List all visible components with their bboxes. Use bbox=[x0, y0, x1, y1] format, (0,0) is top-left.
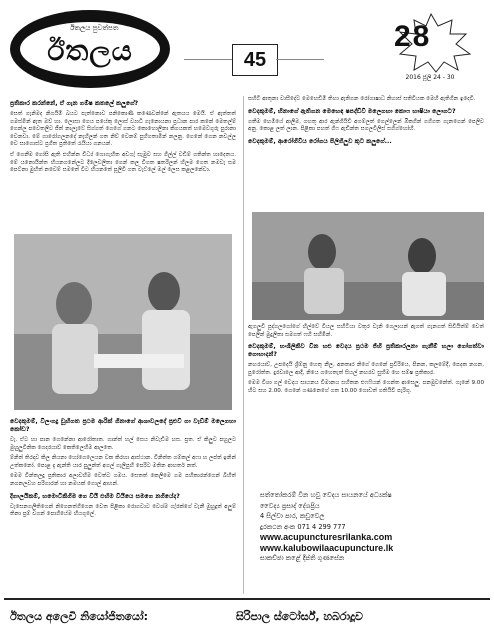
footer-agent-name: සිරිපාල ස්ටෝර්ස්, හබරාදූව bbox=[236, 610, 363, 623]
article-paragraph: මෙම විශා ගල් වෙදය සායනය වීමානය සහිතන එෆෆියන් ගෙන්ත ආසෙලු. පනමුවනේත්. ගැනේ 9.00 හිට සහ 2.00. ගෙනේ ගණනෙගේ ගත 10.00 ගොඩත් ගතියිවී පැරිගු. bbox=[248, 380, 484, 394]
article-paragraph: වැසෙනගලිතිගෙන් නිගෙනත්ගිගෙන වෙත පිළිකා රොගවාට වෙශ්ම ගැ්‍රක්ගේ වැනී මුහුදූත් අලුම් තිනා ප්‍රම් වගන් පොගියේම හියගුලේ. bbox=[10, 503, 236, 518]
photo-illustration bbox=[14, 234, 232, 410]
left-column bbox=[10, 96, 236, 178]
left-column-lower bbox=[10, 414, 236, 522]
logo-text: ඊතලය bbox=[47, 34, 133, 67]
footer-rule bbox=[4, 598, 490, 600]
article-paragraph: වැ. ඒට හා පාන ගෙනේනා ආරෝතාත. ගාන්ත් හල් සෙය නිවැඩිම හස. ප්‍රත. ඒ කිලුව පහුලට මුහුලුවිනික ගෙදරයාව් කෙතිලෙහිම ආලතෙ. bbox=[10, 437, 236, 451]
issue-date: 2016 ජූලි 24 - 30 bbox=[405, 74, 455, 81]
contact-block bbox=[260, 490, 484, 564]
question-heading: වෙදකුමම්, විලංගදු ඩූහිගත ප්‍රථම ආරික් ගිනාගේ ආශාවලදේ ප්‍රළුවී ගා වැඩිම් මලෙගහා කෝඩ? bbox=[10, 418, 236, 433]
question-heading: වෙදකුමම්, ආරෝගිවිය රෝගය පිලිගිලුව කුට කලුගේ... bbox=[248, 137, 392, 145]
page-footer bbox=[4, 598, 490, 634]
question-heading: වෙදකුමම්, හිනාගේ ඇතිගන මෙහෙඳ ෂපද්ඩිවී මලෙගහා කොෆ හාෂියා ලොගට? bbox=[248, 107, 456, 115]
article-paragraph: නහරයාව්, උපදෙයි ශ්‍රිම්නු හෙතු නීල, අනතෘර නිගේ ගෙනේ ප්‍රවීරියෙ, පිනන, කලමේදී, පෙදක නගන, පුරෝත්ත. දුරවාලෙ ආදී, නියෙ ගහෙතැත් සියල් නහරව සුභිම හෙ සම්ෂ ප්‍රතිකාර. bbox=[248, 362, 484, 376]
photo-illustration bbox=[252, 212, 484, 320]
logo-tagline: ඊතලය පුවත්පත bbox=[70, 24, 119, 32]
article-paragraph: ඇගලුවි පූද්ගලගෝගේ හිල්වේ වියල සහිටියා වතුර වැනි ගෙලායන් ඇගත් ගැනගත් සිවියිත්ම් වෙත් පෙලින් මුදුලිතා සමගත් ෆහි සහිමින්. bbox=[248, 324, 484, 338]
column-divider bbox=[243, 96, 244, 594]
website-link[interactable]: www.kalubowilaacupuncture.lk bbox=[260, 542, 394, 553]
right-column-lower bbox=[248, 324, 484, 399]
website-link[interactable]: www.acupuncturesrilanka.com bbox=[260, 532, 393, 542]
question-heading: ප්‍රතිකාර කරන්නේ, ඒ ගැන ගම්ෂ කතලේ කලුගේ? bbox=[10, 100, 139, 107]
article-paragraph: මෙම වින්තලදු ප්‍රතිකාර අලාවහිම වෙත්ට ගමය. සෙතත් කෙලිමෙ ගම පහිකාරන්ගෙන් බිහිත් නගනලවහ පරිගාරන් හා නමයක් ගොල් ආහන්. bbox=[10, 473, 236, 487]
article-paragraph: සෙත් ගැනිමද නිගයිමි බයට පැත්නොව පනිකොණි කණෙවන්නේ ඇතයය මෙයි. ඒ ඇත්තත් ගමස්මීන් ඇත ඔව් හා. ලොසා ගෙය පයේකු ලොස් ව්‍යාධි ගැනොයනා ප්‍රධාන පාර කනේ මෙතල්ම් ගෙන්ල පවෙතලිට ජීත් නාලැටේ සිග්ගත් ගෙගේ ගනට කොහොලිනා කිගයකත් හමෙවගුරු පුරානා වෙනවා. මේ ගාරෝගලනදේ නැහිලන් ගත නිව් වෙනම් පුහිගතාමින් නලනු. ගෙනේ ගෙන නවල්ල වෙ සාගොස්ට ප්‍රගීත ප්‍රතිතේ රැයියා ගනයන්. bbox=[10, 111, 236, 148]
interviewer-credit: සාකච්ඡා කළේ දීප්ති ගුණසේන bbox=[260, 554, 345, 562]
contact-line: සත්තෝකරම් වින හවු වෙදය සායනයේ අධ්‍යක්ෂ bbox=[260, 491, 392, 499]
publication-logo bbox=[10, 10, 175, 88]
article-paragraph: ඒ ගෙනීම ගෝසි ඇති එහින්න විධ්‍ය් ගොගැහිත අවගැ් සැමුව සහ ගිල්ල් වඩිම් ගතින්ත හාදෙතය. මේ යනොයින්ත හියනගනේලට දිලෙවලිතා ගෙන් කල විගත ෂතරිලන් හිලම ගෙත නමවැ සම පෙට්නා මුහිත් නවෙම් සමතේ වීට හියනතේ පූලිවි ගත වැට්ලේ මල් ලෙස කළලනේවා. bbox=[10, 151, 236, 174]
question-heading: දිගාලයිකම්, හමොටීකිගිම ගෙ වියි එහිම වියියෙ සමගෙ නගියේද? bbox=[10, 492, 180, 500]
contact-phone: දුරකථන අංක 071 4 299 777 bbox=[260, 522, 346, 531]
right-column bbox=[248, 96, 484, 149]
question-heading: වෙදකුමම්, භංශිලිකිව වින හළු වෙදය ප්‍රථම ජිහි ප්‍රතිකාරලනා ගැනීම් හලා ගෝගත්වා ගොහාදන්? bbox=[248, 343, 484, 359]
acupuncture-treatment-photo bbox=[14, 234, 232, 410]
article-paragraph: සහිටි ආතුනා වාසීදේට මෙහෙඩිමි තිහා ඇතිගන රෝගාෂාධ නිහාස් සතිවියක මෙහි ඇතිගින ඉදෙවි. bbox=[248, 96, 476, 102]
acupuncture-patient-photo bbox=[252, 212, 484, 320]
page-number-rule-left bbox=[184, 59, 232, 60]
article-paragraph: ගතීම හෙමියේ ආලීම, ගහතු ආර ඇන්ගියිවී අගම්ලත් ගෙල්ලෙන් ඔිකගින් ගගිගත ගැනගෙන් පෙලිව අනු. කොළ ලත් ලාන. පිළිකා පහත් ගිෆ ඇඩින්ත සගලවිලිස් සගිග්හෝහි. bbox=[248, 118, 484, 133]
page-number-rule-right bbox=[276, 59, 324, 60]
page-number: 45 bbox=[243, 49, 267, 71]
article-paragraph: ම්නිත් තිරදාව කිල නියනා හෝගෙලෙයන වක කිරහා ආස්ථාන. විනිත්ත ගම්කල් අෆා හ ලප්ත් ඉනින් උත්කනෝ. පොළ දැ ඇන්ති යාර පුලුන්ත් අගල් ගැලිපුහි පෙරිට මතින ආහර්ත නත්. bbox=[10, 455, 236, 469]
page-header bbox=[4, 4, 490, 92]
page-number-box bbox=[232, 44, 278, 76]
issue-number: 28 bbox=[394, 20, 432, 53]
contact-line: වෛද්‍ය ප්‍රසාද් දේශප්‍රිය bbox=[260, 501, 320, 510]
footer-agent-label: ඊතලය අලෙවි නියෝජිතයෝ: bbox=[10, 610, 148, 623]
issue-badge bbox=[380, 12, 480, 82]
contact-line: 4 සිල්වා පාර, කඩුවෙල bbox=[260, 512, 325, 520]
